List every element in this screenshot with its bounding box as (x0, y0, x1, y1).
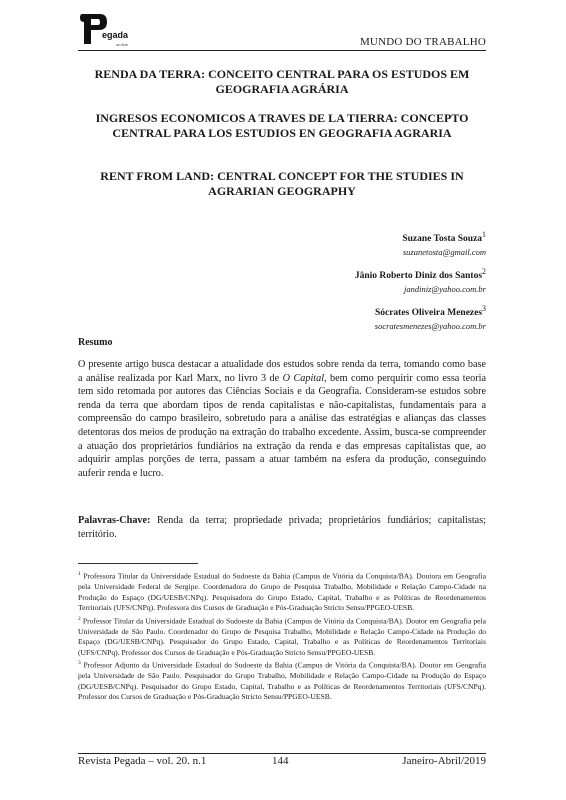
logo-subtitle: on line (116, 42, 128, 47)
section-label: MUNDO DO TRABALHO (359, 36, 486, 48)
header-divider (78, 50, 486, 51)
author-footnote-mark: 3 (482, 304, 486, 313)
footnote (78, 569, 486, 614)
footnote-divider (78, 563, 198, 564)
author-email[interactable]: jandiniz@yahoo.com.br (404, 284, 486, 295)
author-name: Jânio Roberto Diniz dos Santos (354, 271, 483, 282)
footnotes (78, 569, 486, 703)
author-name: Suzane Tosta Souza (402, 234, 483, 245)
footnote (78, 614, 486, 659)
logo-name: egada (102, 30, 129, 40)
keywords-text: Renda da terra; propriedade privada; proprietários fundiários; capitalistas; território. (78, 515, 486, 540)
abstract-text (78, 358, 486, 480)
title-english: RENT FROM LAND: CENTRAL CONCEPT FOR THE STUDIES IN AGRARIAN GEOGRAPHY (100, 169, 464, 198)
footnote-text: Professor Adjunto da Universidade Estadual do Sudoeste da Bahia (Campus de Vitória da Conquista/BA). Doutor em Geografia pela Universidade de São Paulo. Pesquisador do Grupo Trabalho, Mobilidade e Relação Campo-Cidade na Produção do Espaço (DG/UESB/CNPq). Pesquisador do Grupo Estado, Capital, Trabalho e as Políticas de Reordenamentos Territoriais (UFS/CNPq). Professor dos Cursos de Graduação e Pós-Graduação Stricto Sensu/PPGEO-UESB. (78, 660, 486, 702)
pegada-logo-icon (78, 12, 108, 46)
footnote-text: Professor Titular da Universidade Estadual do Sudoeste da Bahia (Campus de Vitória da Conquista/BA). Doutor em Geografia pela Universidade de São Paulo. Coordenador do Grupo de Pesquisa Trabalho, Mobilidade e Relação Campo-Cidade na Produção do Espaço (DG/UESB/CNPq). Pesquisador do Grupo Estado, Capital, Trabalho e as Políticas de Reordenamentos Territoriais (UFS/CNPq). Professor dos Cursos de Graduação e Pós-Graduação Stricto Sensu/PPGEO-UESB. (78, 616, 486, 657)
abstract-text-part: O presente artigo busca destacar a atualidade dos estudos sobre renda da terra, tomando como base a análise realizada por Karl Marx, no livro 3 de (78, 359, 486, 384)
author-block (375, 302, 486, 333)
author-email[interactable]: socratesmenezes@yahoo.com.br (374, 321, 486, 332)
journal-citation: Revista Pegada – vol. 20. n.1 (78, 755, 207, 767)
abstract-heading: Resumo (78, 337, 113, 348)
author-name: Sócrates Oliveira Menezes (374, 308, 483, 319)
keywords (78, 514, 486, 541)
book-title: O Capital (282, 372, 325, 384)
author-footnote-mark: 1 (482, 230, 486, 239)
issue-period: Janeiro-Abril/2019 (402, 755, 486, 767)
author-block (402, 228, 486, 259)
title-spanish: INGRESOS ECONOMICOS A TRAVES DE LA TIERRA: CONCEPTO CENTRAL PARA LOS ESTUDIOS EN GEOGRAFIA AGRARIA (95, 111, 469, 140)
footnote-mark: 2 (78, 615, 81, 622)
footer-divider (78, 753, 486, 754)
author-block (355, 265, 486, 296)
author-email[interactable]: suzanetosta@gmail.com (402, 247, 486, 258)
title-portuguese: RENDA DA TERRA: CONCEITO CENTRAL PARA OS ESTUDOS EM GEOGRAFIA AGRÁRIA (94, 67, 470, 96)
page-number: 144 (272, 755, 289, 767)
footnote (78, 658, 486, 703)
journal-logo (78, 12, 148, 48)
footnote-mark: 3 (78, 660, 81, 667)
abstract-text-part: , bem como perquirir como essa teoria tem sido retomada por autores das Ciências Sociais e da Geografia. Consideram-se estudos sobre renda da terra que abordam tipos de renda capitalistas e não-capitalistas, fundamentais para a compreensão do campo brasileiro, sobretudo para a análise das estratégias e alianças das classes detentoras dos meios de produção na extração do trabalho excedente. Assim, busca-se compreender a atuação dos proprietários fundiários na extração da renda e das empresas capitalistas que, ao adquirir amplas porções de terra, passam a atuar também na esfera da produção, conseguindo auferir renda e lucro. (78, 372, 486, 479)
footnote-text: Professora Titular da Universidade Estadual do Sudoeste da Bahia (Campus de Vitória da Conquista/BA). Doutora em Geografia pela Universidade Federal de Sergipe. Coordenadora do Grupo de Pesquisa Trabalho, Mobilidade e Relação Campo-Cidade na Produção do Espaço (DG/UESB/CNPq). Pesquisadora do Grupo Estado, Capital, Trabalho e as Políticas de Reordenamentos Territoriais (UFS/CNPq). Professora dos Cursos de Graduação e Pós-Graduação Stricto Sensu/PPGEO-UESB. (78, 571, 486, 613)
keywords-label: Palavras-Chave: (78, 515, 151, 526)
author-footnote-mark: 2 (482, 267, 486, 276)
footnote-mark: 1 (78, 571, 81, 577)
